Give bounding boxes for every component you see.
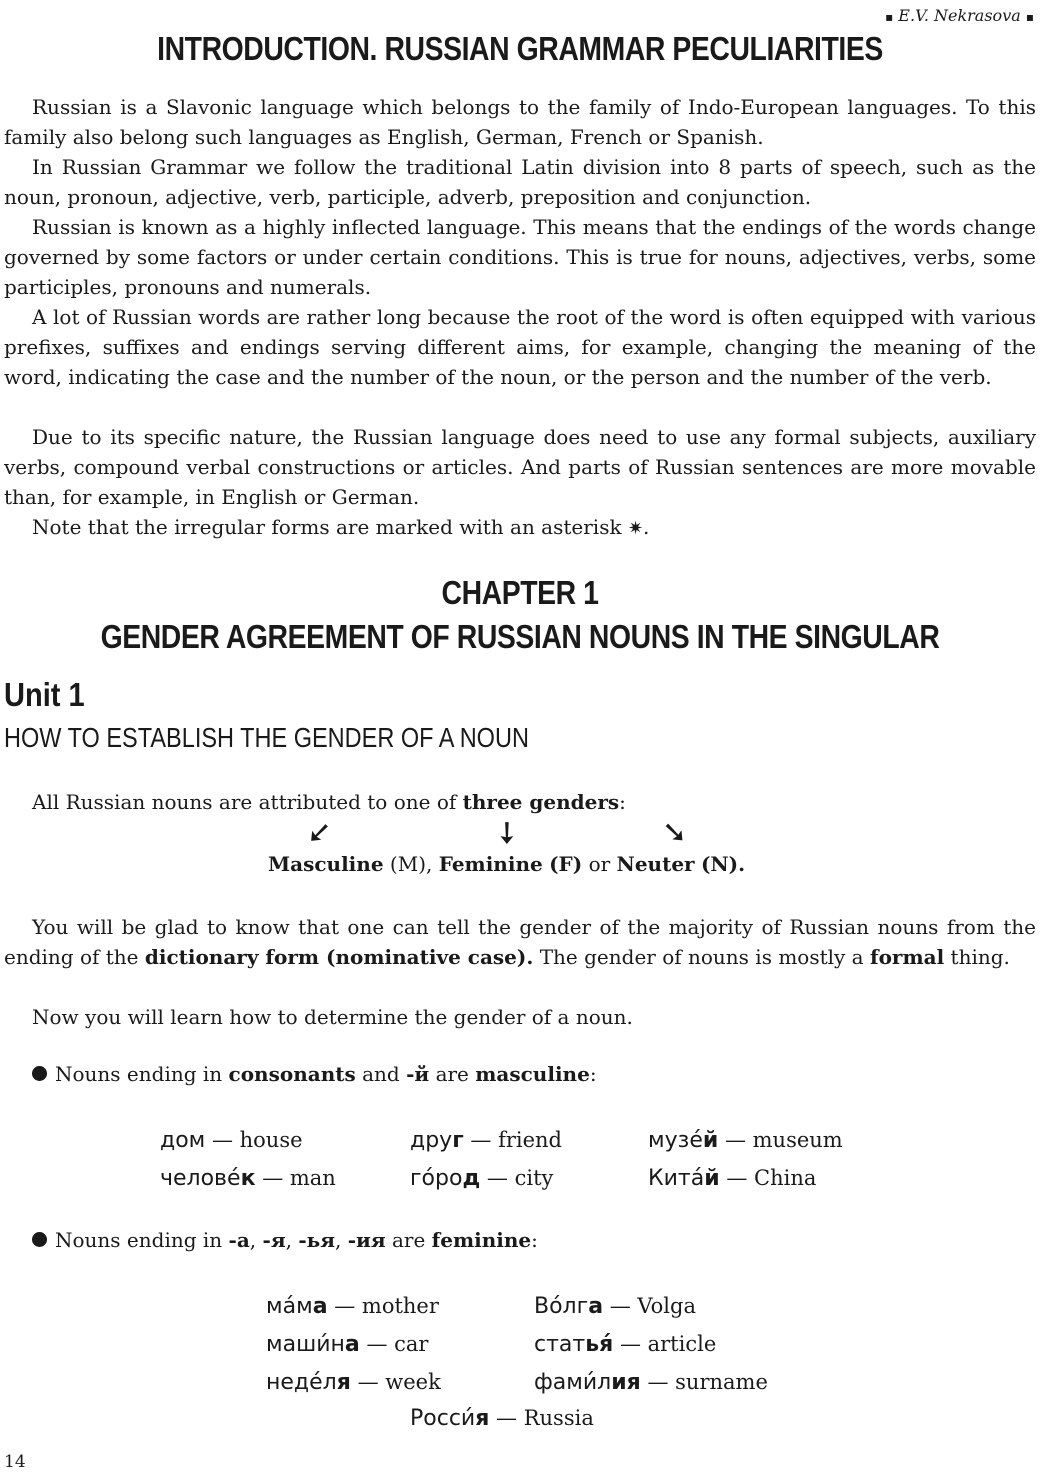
square-bullet-icon: ▪ xyxy=(1025,10,1034,24)
feminine-label: Feminine xyxy=(438,852,543,876)
unit-title: Unit 1 xyxy=(4,676,85,713)
bullet-dot-icon xyxy=(32,1232,47,1247)
asterisk-icon: ✷ xyxy=(627,518,644,539)
word-entry: го́род — city xyxy=(410,1166,554,1191)
arrow-down-icon: ➙ xyxy=(489,820,525,846)
word-entry: маши́на — car xyxy=(266,1332,429,1357)
intro-paragraph-1: Russian is a Slavonic language which belongs to the family of Indo-European languages. To this family also belong such languages as English, German, French or Spanish. xyxy=(4,95,1036,149)
gender-paragraph: You will be glad to know that one can tell the gender of the majority of Russian nouns from the ending of the dictionary form (nominative case). The gender of nouns is mostly a formal thing. xyxy=(4,915,1036,969)
chapter-number: CHAPTER 1 xyxy=(441,574,599,611)
unit-subtitle: HOW TO ESTABLISH THE GENDER OF A NOUN xyxy=(4,722,529,753)
word-entry: Росси́я — Russia xyxy=(410,1406,594,1431)
square-bullet-icon: ▪ xyxy=(885,10,894,24)
word-entry: Кита́й — China xyxy=(648,1166,817,1191)
intro-paragraph-3: Russian is known as a highly inflected language. This means that the endings of the words change governed by some factors or under certain conditions. This is true for nouns, adjectives, verbs, some participles, pronouns and numerals. xyxy=(4,215,1036,299)
chapter-title: GENDER AGREEMENT OF RUSSIAN NOUNS IN THE SINGULAR xyxy=(100,618,940,655)
word-entry: друг — friend xyxy=(410,1128,562,1153)
genders-intro-line: All Russian nouns are attributed to one of three genders: xyxy=(32,790,626,814)
word-entry: ма́ма — mother xyxy=(266,1294,439,1319)
learn-paragraph: Now you will learn how to determine the gender of a noun. xyxy=(32,1005,633,1029)
word-entry: Во́лга — Volga xyxy=(534,1294,696,1319)
word-entry: неде́ля — week xyxy=(266,1370,441,1395)
arrow-down-right-icon: ➘ xyxy=(662,815,688,850)
bullet-dot-icon xyxy=(32,1066,47,1081)
word-entry: музе́й — museum xyxy=(648,1128,843,1153)
running-head xyxy=(885,6,1034,25)
masculine-label: Masculine xyxy=(268,852,384,876)
neuter-label: Neuter xyxy=(616,852,695,876)
bullet-feminine: Nouns ending in -а, -я, -ья, -ия are feminine: xyxy=(32,1228,538,1252)
introduction-title: INTRODUCTION. RUSSIAN GRAMMAR PECULIARITIES xyxy=(157,30,883,67)
word-entry: статья́ — article xyxy=(534,1332,717,1357)
arrow-down-left-icon: ➘ xyxy=(301,820,337,846)
word-entry: фами́лия — surname xyxy=(534,1370,768,1395)
page-number: 14 xyxy=(4,1452,26,1472)
intro-paragraph-5: Due to its specific nature, the Russian language does need to use any formal subjects, auxiliary verbs, compound verbal constructions or articles. And parts of Russian sentences are more movable than, for example, in English or German. xyxy=(4,425,1036,509)
genders-line: Masculine (M), Feminine (F) or Neuter (N). xyxy=(268,852,746,876)
author-name: E.V. Nekrasova xyxy=(898,6,1021,25)
intro-paragraph-6: Note that the irregular forms are marked with an asterisk ✷. xyxy=(32,515,650,539)
word-entry: дом — house xyxy=(160,1128,303,1153)
intro-paragraph-4: A lot of Russian words are rather long because the root of the word is often equipped with various prefixes, suffixes and endings serving different aims, for example, changing the meaning of the word, indicating the case and the number of the noun, or the person and the number of the verb. xyxy=(4,305,1036,389)
intro-paragraph-2: In Russian Grammar we follow the traditional Latin division into 8 parts of speech, such as the noun, pronoun, adjective, verb, participle, adverb, preposition and conjunction. xyxy=(4,155,1036,209)
word-entry: челове́к — man xyxy=(160,1166,336,1191)
bullet-masculine: Nouns ending in consonants and -й are masculine: xyxy=(32,1062,597,1086)
